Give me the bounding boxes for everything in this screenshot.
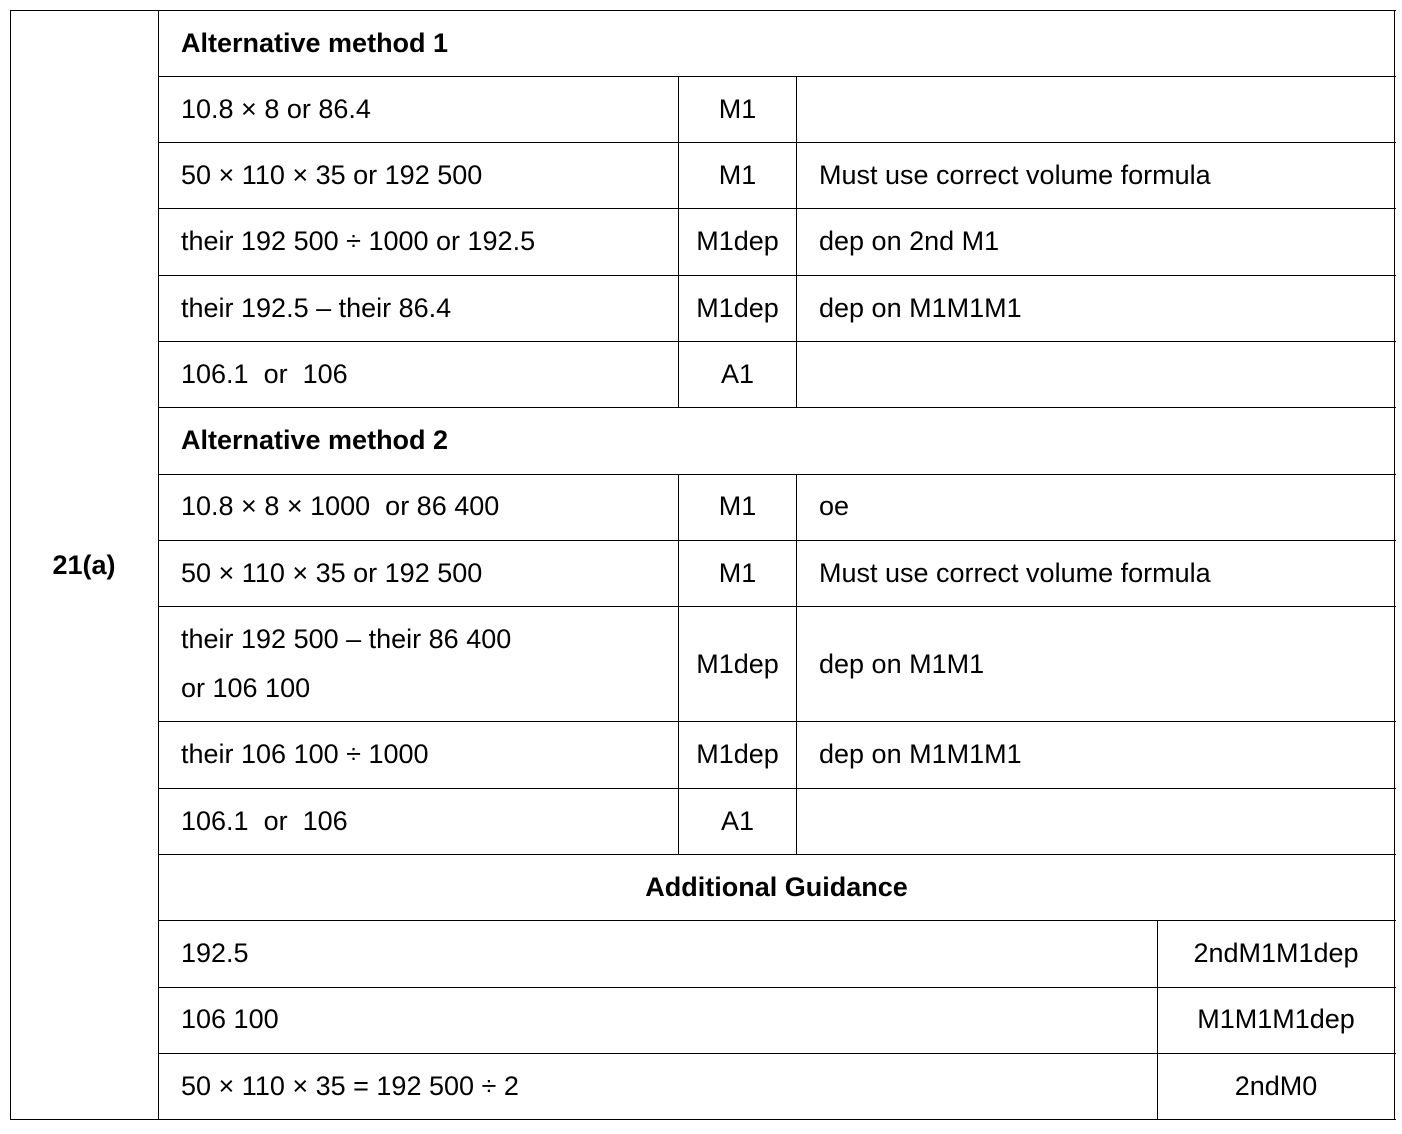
rule [158,10,159,1120]
working-cell-line1: their 192 500 – their 86 400 [181,624,512,654]
guidance-mark: 2ndM1M1dep [1193,938,1359,968]
method-heading: Alternative method 1 [181,28,449,58]
comment-cell: dep on M1M1M1 [819,739,1022,769]
mark-cell: M1dep [696,739,779,769]
guidance-mark: M1M1M1dep [1197,1004,1355,1034]
rule [158,854,1396,855]
rule [1394,10,1395,1120]
rule [158,606,1396,607]
comment-cell: dep on M1M1 [819,649,985,679]
guidance-text: 106 100 [181,1004,279,1034]
working-cell: 50 × 110 × 35 or 192 500 [181,160,483,190]
mark-cell: M1dep [696,226,779,256]
guidance-text: 192.5 [181,938,249,968]
rule [158,142,1396,143]
comment-cell: Must use correct volume formula [819,558,1211,588]
mark-cell: M1 [718,94,757,124]
guidance-text: 50 × 110 × 35 = 192 500 ÷ 2 [181,1071,519,1101]
rule [10,1119,1396,1120]
rule [158,407,1396,408]
comment-cell: dep on M1M1M1 [819,293,1022,323]
working-cell: their 192 500 ÷ 1000 or 192.5 [181,226,536,256]
rule [158,341,1396,342]
working-cell: 10.8 × 8 or 86.4 [181,94,371,124]
working-cell: 106.1 or 106 [181,359,348,389]
question-number: 21(a) [52,550,116,580]
rule [158,920,1396,921]
rule [158,987,1396,988]
working-cell: 50 × 110 × 35 or 192 500 [181,558,483,588]
rule [158,788,1396,789]
mark-cell: M1dep [696,649,779,679]
rule [796,76,797,408]
mark-cell: A1 [720,359,755,389]
rule [158,540,1396,541]
working-cell: their 192.5 – their 86.4 [181,293,452,323]
method-heading: Alternative method 2 [181,425,449,455]
rule [10,10,1396,11]
mark-cell: M1 [718,160,757,190]
rule [158,275,1396,276]
rule [158,208,1396,209]
working-cell: 106.1 or 106 [181,806,348,836]
rule [158,721,1396,722]
mark-cell: M1 [718,558,757,588]
working-cell: 10.8 × 8 × 1000 or 86 400 [181,491,500,521]
rule [158,76,1396,77]
comment-cell: Must use correct volume formula [819,160,1211,190]
mark-cell: M1 [718,491,757,521]
guidance-heading: Additional Guidance [645,872,908,902]
rule [158,474,1396,475]
working-cell: their 106 100 ÷ 1000 [181,739,429,769]
mark-cell: M1dep [696,293,779,323]
comment-cell: oe [819,491,850,521]
rule [158,1053,1396,1054]
working-cell-line2: or 106 100 [181,673,311,703]
mark-cell: A1 [720,806,755,836]
rule [796,474,797,855]
guidance-mark: 2ndM0 [1234,1071,1318,1101]
comment-cell: dep on 2nd M1 [819,226,1000,256]
